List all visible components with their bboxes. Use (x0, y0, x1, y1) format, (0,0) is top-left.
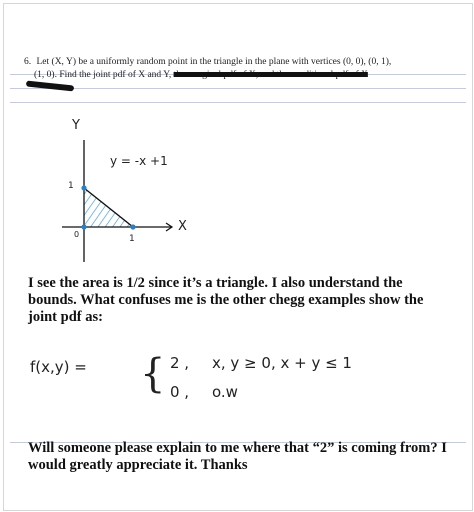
line-equation-label: y = -x +1 (110, 154, 168, 168)
y-tick-label: 1 (68, 181, 74, 191)
case-1-condition: x, y ≥ 0, x + y ≤ 1 (212, 354, 352, 372)
question-paragraph-1: I see the area is 1/2 since it’s a triangle. I also understand the bounds. What confuses me is the other chegg examples show the joint pdf as: (28, 275, 424, 325)
vertex-1-0 (130, 224, 135, 229)
x-tick-label: 1 (129, 234, 135, 244)
struck-text: the marginal pdf of X, and the conditional pdf of X (173, 70, 368, 80)
x-axis-label: X (178, 219, 187, 234)
case-1-value: 2 , (170, 354, 190, 372)
case-2-value: 0 , (170, 383, 190, 401)
problem-text-1: Let (X, Y) be a uniformly random point in the triangle in the plane with vertices (0, 0), (0, 1), (36, 57, 392, 67)
origin-label: 0 (74, 230, 80, 239)
vertex-0-1 (81, 185, 86, 190)
y-axis-label: Y (72, 118, 80, 133)
vertex-0-0 (81, 224, 86, 229)
case-2-condition: o.w (212, 383, 238, 401)
formula-lhs: f(x,y) = (30, 358, 87, 376)
problem-number: 6. (24, 57, 32, 67)
problem-text-2: (1, 0). Find the joint pdf of X and Y, (34, 70, 172, 80)
formula-brace: { (140, 351, 166, 397)
question-paragraph-2: Will someone please explain to me where that “2” is coming from? I would greatly appreciate it. Thanks (28, 440, 447, 473)
